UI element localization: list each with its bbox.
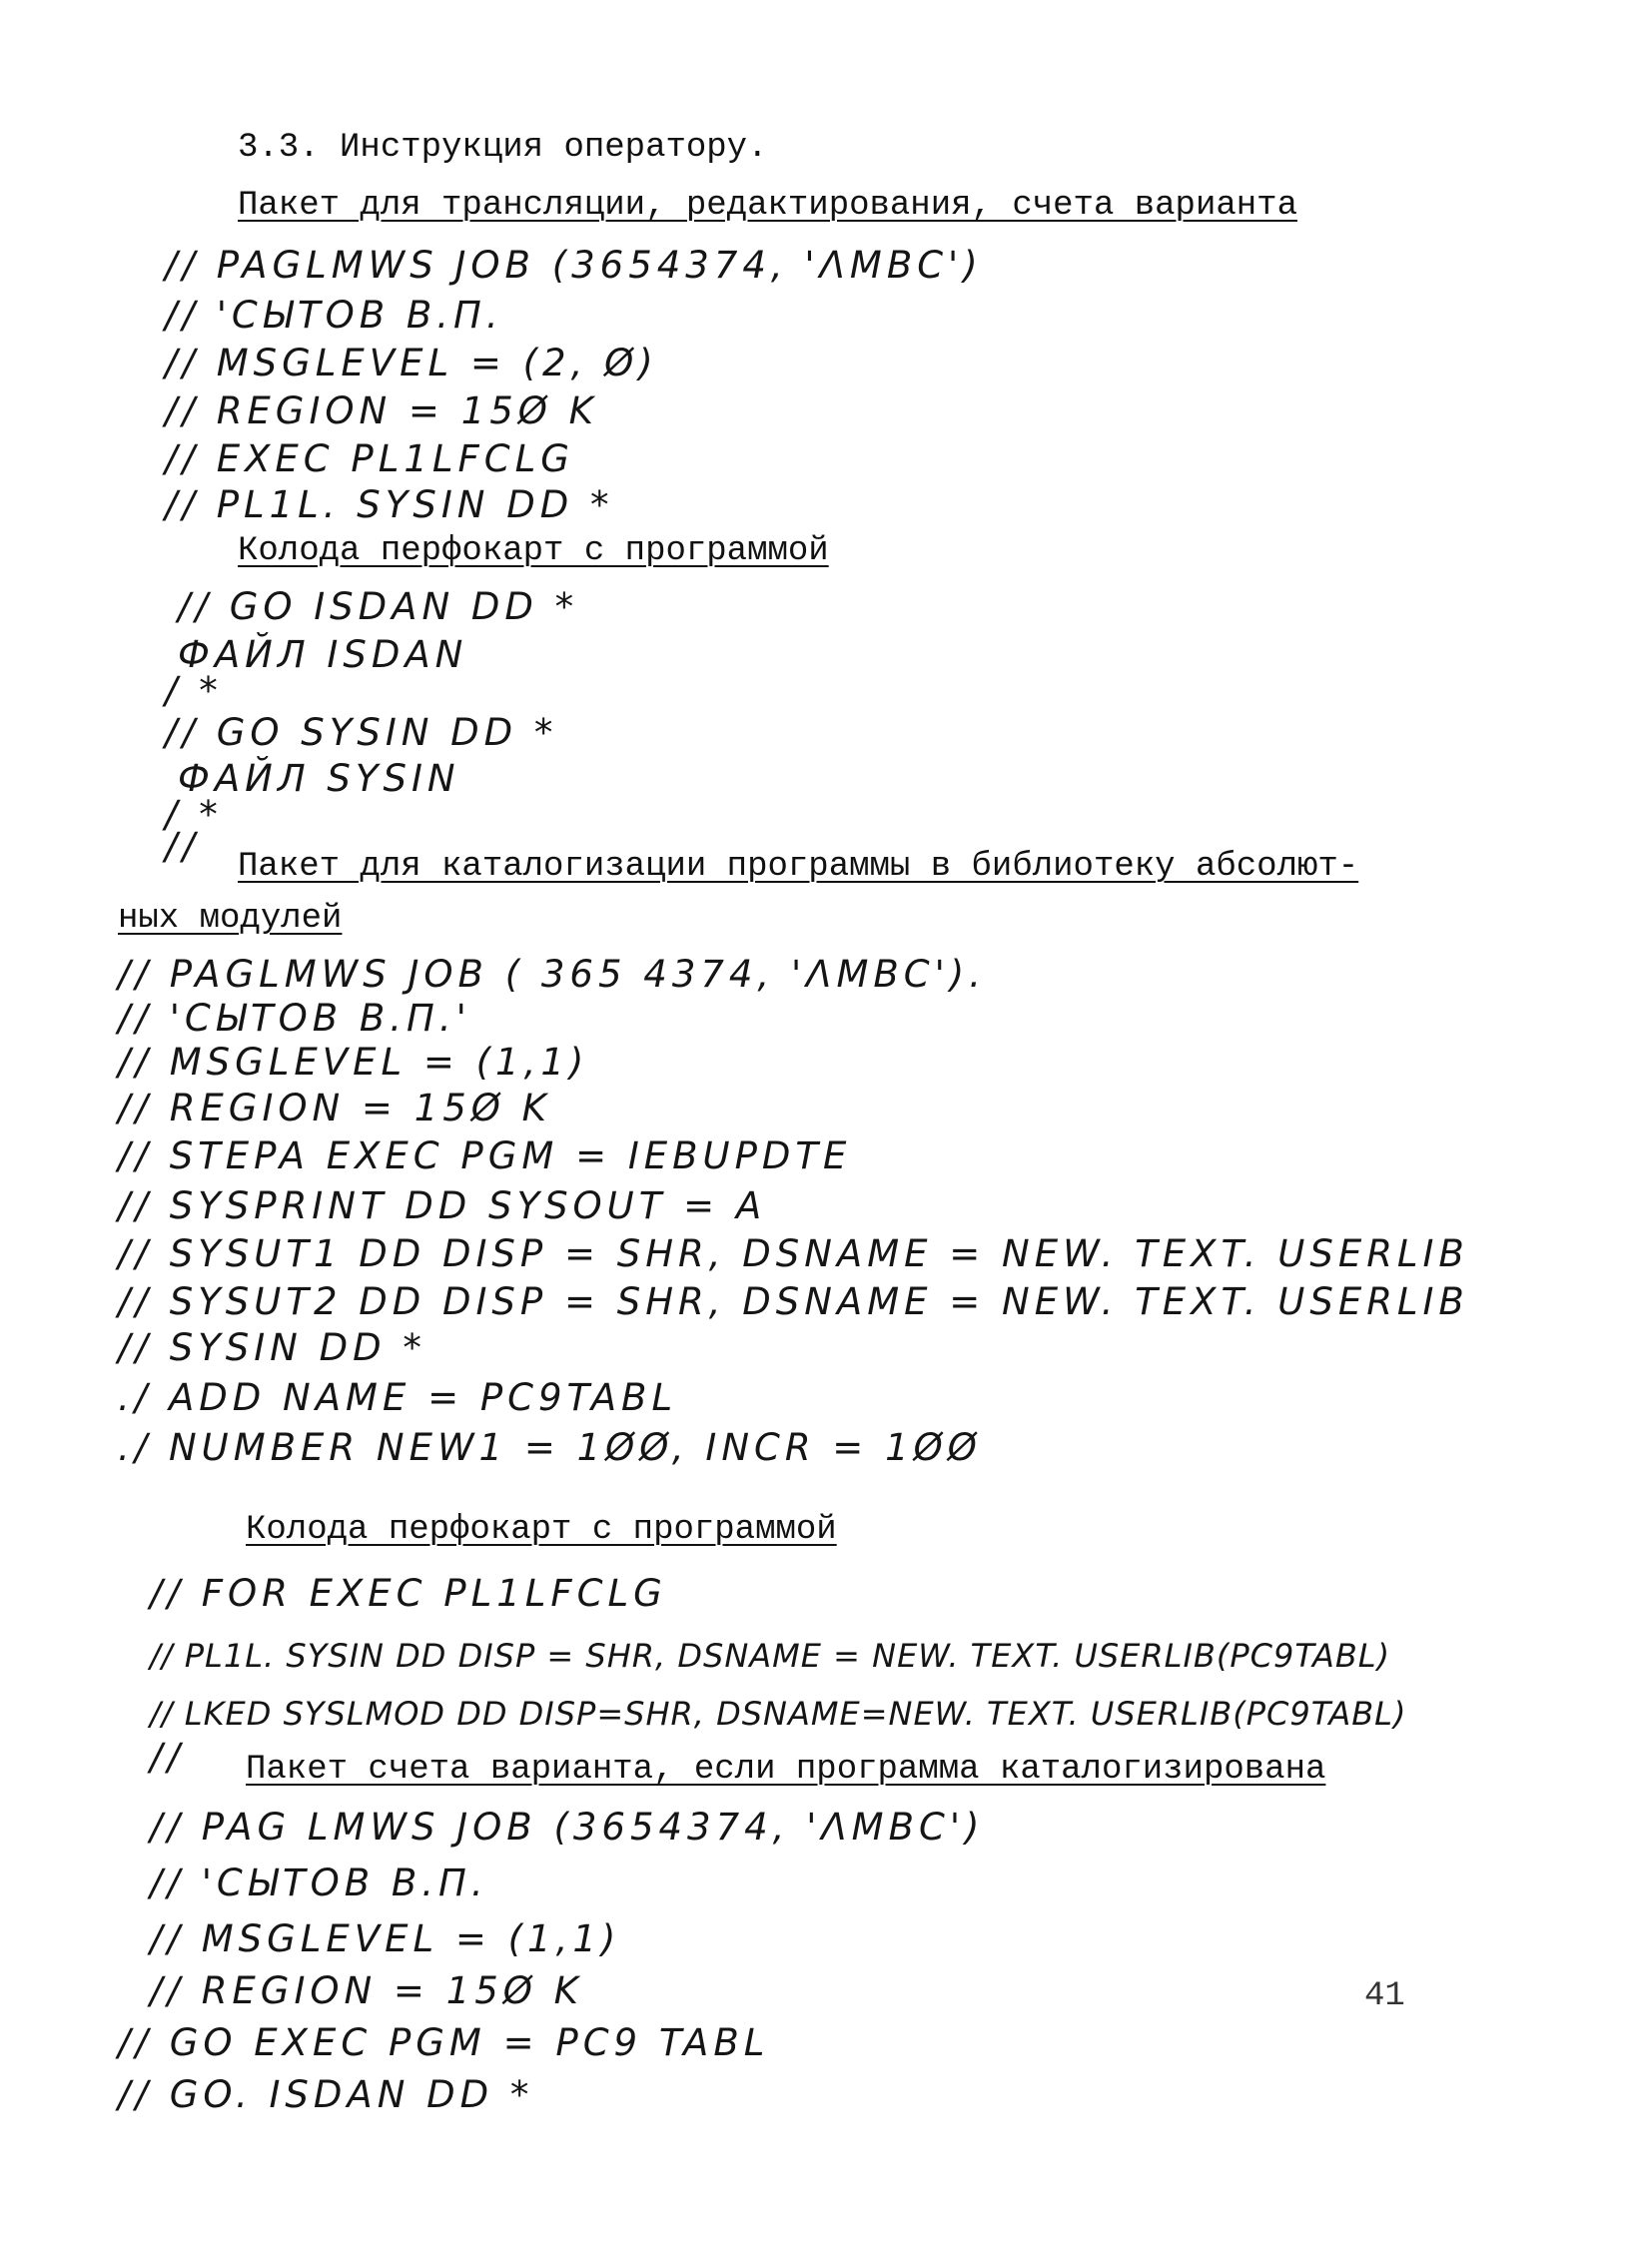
packet1-deck-label: Колода перфокарт с программой [238,532,829,570]
code-line: // MSGLEVEL = (1,1) [150,1917,621,1960]
page-number: 41 [1364,1977,1405,2015]
code-line: // 'СЫТОВ В.П. [150,1862,488,1904]
code-line: // EXEC PL1LFCLG [165,437,574,480]
packet3-heading: Пакет счета варианта, если программа каталогизирована [246,1751,1326,1789]
code-line: // STEPA EXEC PGM = IEBUPDTE [118,1134,852,1177]
code-line: // LKED SYSLMOD DD DISP=SHR, DSNAME=NEW. TEXT. USERLIB(PC9TABL) [150,1695,1407,1733]
code-line: // REGION = 15Ø K [150,1969,583,2012]
code-line: // MSGLEVEL = (2, Ø) [165,342,658,384]
code-line: // PAGLMWS JOB (3654374, 'ΛMBC') [165,244,983,287]
code-line: // GO EXEC PGM = PC9 TABL [118,2021,770,2064]
code-line: / * [165,669,223,712]
code-line: // REGION = 15Ø K [118,1087,551,1129]
code-line: ./ ADD NAME = PC9TABL [118,1376,678,1419]
code-line: // REGION = 15Ø K [165,389,598,432]
code-line: // SYSPRINT DD SYSOUT = A [118,1184,767,1227]
packet2-heading-continued: ных модулей [118,900,343,938]
code-line: // 'СЫТОВ В.П. [165,294,503,337]
packet2-deck-label: Колода перфокарт с программой [246,1511,837,1549]
code-line: // PL1L. SYSIN DD DISP = SHR, DSNAME = NEW. TEXT. USERLIB(PC9TABL) [150,1637,1391,1675]
code-line: // GO. ISDAN DD * [118,2073,534,2116]
code-line: // [150,1736,185,1779]
code-line: / * [165,793,223,836]
code-line: // GO SYSIN DD * [165,711,558,754]
code-line: // PL1L. SYSIN DD * [165,483,614,526]
code-line: // SYSUT1 DD DISP = SHR, DSNAME = NEW. TEXT. USERLIB [118,1232,1469,1275]
code-line: ФАЙЛ SYSIN [178,757,460,800]
code-line: ./ NUMBER NEW1 = 1ØØ, INCR = 1ØØ [118,1426,982,1469]
section-title: 3.3. Инструкция оператору. [238,129,768,167]
code-line: // FOR EXEC PL1LFCLG [150,1572,667,1615]
code-line: // 'СЫТОВ В.П.' [118,997,471,1040]
code-line: // GO ISDAN DD * [178,585,579,628]
packet2-heading: Пакет для каталогизации программы в библиотеку абсолют- [238,848,1359,886]
code-line: // SYSIN DD * [118,1326,426,1369]
code-line: // PAG LMWS JOB (3654374, 'ΛMBC') [150,1806,985,1849]
packet1-heading: Пакет для трансляции, редактирования, счета варианта [238,187,1297,225]
code-line: // PAGLMWS JOB ( 365 4374, 'ΛMBC'). [118,953,986,996]
code-line: // MSGLEVEL = (1,1) [118,1041,589,1084]
code-line: // SYSUT2 DD DISP = SHR, DSNAME = NEW. TEXT. USERLIB [118,1280,1469,1323]
code-line: // [165,825,200,868]
code-line: ФАЙЛ ISDAN [178,633,468,676]
